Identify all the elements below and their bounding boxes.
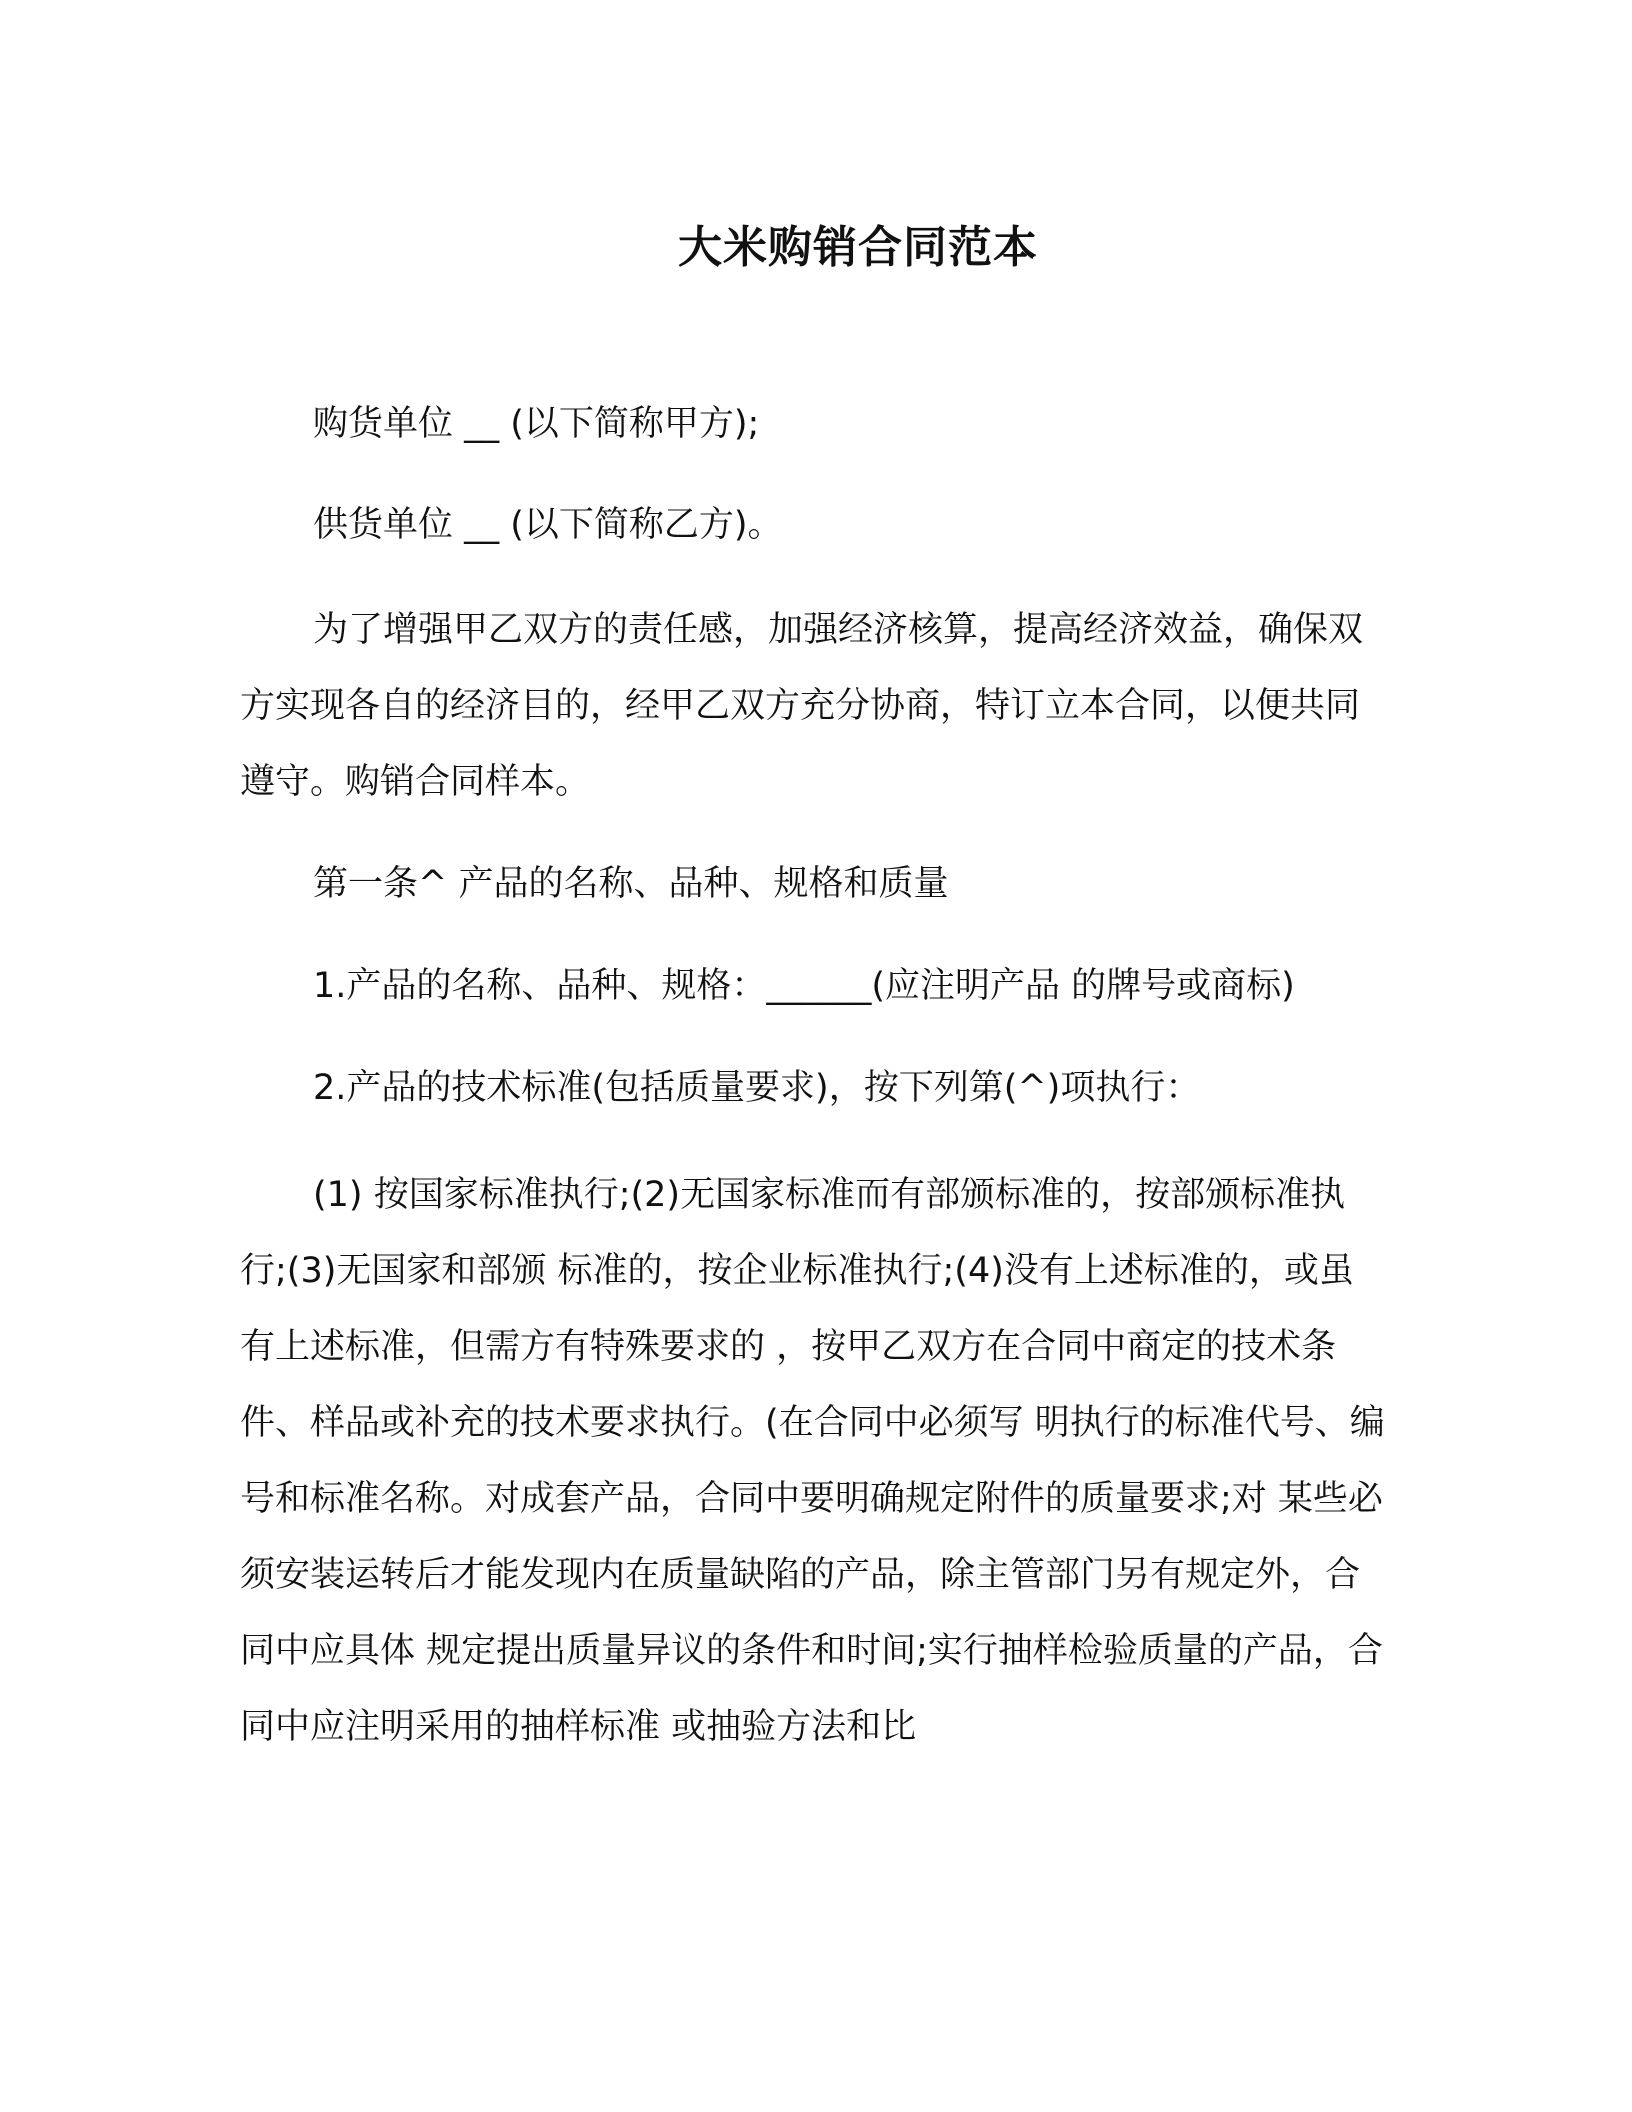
purpose-paragraph: 为了增强甲乙双方的责任感，加强经济核算，提高经济效益，确保双 方实现各自的经济目的，经甲乙双方充分协商，特订立本合同，以便共同遵守。购销合同样本。 (240, 610, 1364, 802)
supplier-clause: 供货单位 __ (以下简称乙方)。 (313, 505, 783, 545)
standard-options-paragraph: (1) 按国家标准执行;(2)无国家标准而有部颁标准的，按部颁标准执行;(3)无国家和部颁 标准的，按企业标准执行;(4)没有上述标准的，或虽有上述标准，但需方有特殊要求的 ，按甲乙双方在合同中商定的技术条件、样品或补充的技术要求执行。(在合同中必须写 明执行的标准代号、编号和标准名称。对成套产品，合同中要明确规定附件的质量要求;对 某些必须安装运转后才能发现内在质量缺陷的产品，除主管部门另有规定外，合同中应具体 规定提出质量异议的条件和时间;实行抽样检验质量的产品，合同中应注明采用的抽样标准 或抽验方法和比 (240, 1175, 1385, 1747)
product-name-item: 1.产品的名称、品种、规格：______(应注明产品 的牌号或商标) (313, 966, 1295, 1006)
document-title: 大米购销合同范本 (678, 222, 1038, 273)
article-one-heading: 第一条^ 产品的名称、品种、规格和质量 (313, 864, 949, 904)
purchaser-clause: 购货单位 __ (以下简称甲方); (313, 404, 760, 444)
technical-standard-item: 2.产品的技术标准(包括质量要求)，按下列第(^)项执行： (313, 1068, 1201, 1108)
